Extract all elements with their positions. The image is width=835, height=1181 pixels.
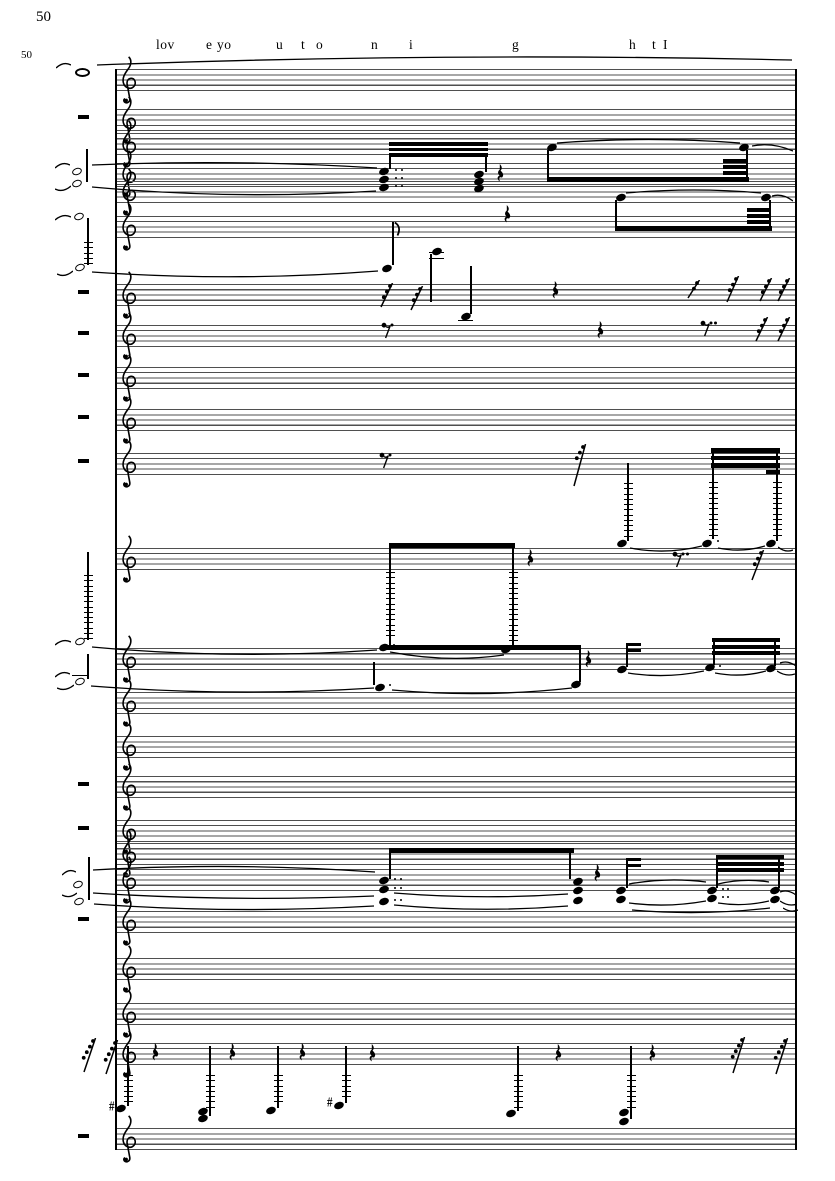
quarter-rest[interactable] xyxy=(552,281,561,300)
quarter-rest[interactable] xyxy=(229,1043,238,1062)
beam xyxy=(747,220,771,224)
tie xyxy=(752,139,793,154)
ledger-line xyxy=(206,1101,215,1102)
ledger-line xyxy=(509,619,518,620)
staff xyxy=(115,776,796,798)
ledger-line xyxy=(514,1096,523,1097)
ledger-line xyxy=(624,499,633,500)
ledger-line xyxy=(514,1091,523,1092)
ledger-line xyxy=(84,596,93,597)
tie xyxy=(55,210,71,223)
tie xyxy=(57,268,73,281)
quarter-rest[interactable] xyxy=(527,549,536,568)
beam xyxy=(711,463,780,468)
ledger-line xyxy=(709,482,718,483)
note-stem xyxy=(88,857,89,900)
beam xyxy=(615,226,772,231)
eighth-rest[interactable] xyxy=(381,322,403,339)
ledger-line xyxy=(386,614,395,615)
ledger-line xyxy=(514,1075,523,1076)
ledger-line xyxy=(624,536,633,537)
quarter-rest[interactable] xyxy=(497,164,506,183)
ledger-line xyxy=(773,487,782,488)
ledger-line xyxy=(624,494,633,495)
beam xyxy=(723,165,748,169)
sixteenth-rest[interactable] xyxy=(407,286,425,314)
ledger-line xyxy=(709,524,718,525)
treble-clef-icon[interactable] xyxy=(119,438,136,490)
note-stem xyxy=(615,200,616,228)
note-stem xyxy=(470,266,471,314)
sixteenth-rest[interactable] xyxy=(570,444,588,490)
note-head[interactable] xyxy=(616,538,628,548)
beam xyxy=(747,214,771,218)
ledger-line xyxy=(509,614,518,615)
ledger-line xyxy=(124,1101,133,1102)
note-head[interactable] xyxy=(333,1100,345,1110)
ledger-line xyxy=(509,572,518,573)
ledger-line xyxy=(624,525,633,526)
note-head[interactable] xyxy=(265,1105,277,1115)
ledger-line xyxy=(206,1096,215,1097)
tie xyxy=(394,902,568,916)
ledger-line xyxy=(509,625,518,626)
ledger-line xyxy=(342,1091,351,1092)
beam xyxy=(389,543,515,548)
ledger-line xyxy=(386,572,395,573)
note-stem xyxy=(626,858,627,888)
ledger-line xyxy=(627,1075,636,1076)
ledger-line xyxy=(84,617,93,618)
staff xyxy=(115,1043,796,1065)
beam xyxy=(711,448,780,453)
ledger-line xyxy=(627,1086,636,1087)
staff xyxy=(115,109,796,131)
ledger-line xyxy=(124,1086,133,1087)
tie xyxy=(783,905,798,916)
beam xyxy=(716,855,784,859)
eighth-rest[interactable] xyxy=(672,551,694,568)
note-head[interactable] xyxy=(381,263,393,273)
lyric-syllable[interactable]: u xyxy=(276,37,284,52)
sharp-accidental[interactable]: # xyxy=(327,1095,333,1111)
note-head[interactable] xyxy=(71,166,83,176)
lyric-syllable[interactable]: yo xyxy=(217,37,232,52)
lyric-syllable[interactable]: e xyxy=(206,37,213,52)
note-head[interactable] xyxy=(615,894,627,904)
lyric-syllable[interactable]: I xyxy=(663,37,668,52)
ledger-line xyxy=(84,580,93,581)
sixteenth-rest[interactable] xyxy=(752,317,770,345)
quarter-rest[interactable] xyxy=(152,1043,161,1062)
tie xyxy=(92,268,378,285)
note-stem xyxy=(485,156,486,172)
tie xyxy=(718,875,769,887)
staff xyxy=(115,367,796,389)
tie xyxy=(62,865,76,878)
sixteenth-rest[interactable] xyxy=(723,276,741,306)
ledger-line xyxy=(84,242,93,243)
beam xyxy=(389,142,488,146)
ledger-line xyxy=(709,514,718,515)
ledger-line xyxy=(624,520,633,521)
note-stem xyxy=(86,149,87,182)
note-head[interactable] xyxy=(505,1108,517,1118)
ledger-line xyxy=(386,588,395,589)
beam xyxy=(723,171,748,175)
quarter-rest[interactable] xyxy=(597,321,606,340)
ledger-line xyxy=(84,258,93,259)
tie xyxy=(777,668,795,680)
ledger-line xyxy=(773,524,782,525)
ledger-line xyxy=(624,488,633,489)
ledger-line xyxy=(627,1107,636,1108)
lyric-syllable[interactable]: lov xyxy=(156,37,175,52)
ledger-line xyxy=(386,619,395,620)
tie xyxy=(715,668,766,681)
note-head[interactable] xyxy=(701,538,713,548)
staff xyxy=(115,69,796,91)
ledger-line xyxy=(84,253,93,254)
whole-rest[interactable] xyxy=(78,115,89,120)
whole-rest[interactable] xyxy=(78,459,89,464)
ledger-line xyxy=(124,1075,133,1076)
beam xyxy=(712,638,780,642)
ledger-line xyxy=(773,508,782,509)
tie xyxy=(94,901,374,917)
note-head[interactable] xyxy=(706,893,718,903)
ledger-line xyxy=(342,1075,351,1076)
note-head[interactable] xyxy=(115,1103,127,1113)
ledger-line xyxy=(627,1091,636,1092)
lyric-syllable[interactable]: t xyxy=(652,37,657,52)
ledger-line xyxy=(274,1075,283,1076)
ledger-line xyxy=(709,529,718,530)
tie xyxy=(392,685,572,701)
ledger-line xyxy=(709,487,718,488)
note-stem xyxy=(389,852,390,879)
tie xyxy=(92,184,376,203)
ledger-line xyxy=(386,630,395,631)
ledger-line xyxy=(509,635,518,636)
beam xyxy=(389,153,488,157)
sharp-accidental[interactable]: # xyxy=(109,1099,115,1115)
ledger-line xyxy=(386,609,395,610)
ledger-line xyxy=(84,247,93,248)
note-stem xyxy=(569,852,570,879)
quarter-rest[interactable] xyxy=(299,1043,308,1062)
tie xyxy=(92,156,377,171)
ledger-line xyxy=(773,535,782,536)
beam xyxy=(547,177,749,182)
whole-rest[interactable] xyxy=(78,917,89,922)
ledger-line xyxy=(509,630,518,631)
ledger-line xyxy=(274,1086,283,1087)
ledger-line xyxy=(84,638,93,639)
note-stem xyxy=(626,643,627,667)
note-stem xyxy=(430,254,431,302)
ledger-line xyxy=(773,498,782,499)
tie xyxy=(55,183,71,196)
ledger-line xyxy=(509,598,518,599)
note-head[interactable] xyxy=(72,879,84,889)
note-head[interactable] xyxy=(618,1107,630,1117)
note-head[interactable] xyxy=(374,682,386,692)
ledger-line xyxy=(206,1091,215,1092)
ledger-line xyxy=(84,601,93,602)
ledger-line xyxy=(514,1086,523,1087)
beam xyxy=(711,456,780,461)
staff xyxy=(115,453,796,475)
staff xyxy=(115,1128,796,1150)
ledger-line xyxy=(84,586,93,587)
tie xyxy=(97,49,792,68)
sixteenth-rest[interactable] xyxy=(377,283,395,311)
tie xyxy=(91,683,374,700)
ledger-line xyxy=(342,1080,351,1081)
lyric-syllable[interactable]: o xyxy=(316,37,324,52)
treble-clef-icon[interactable] xyxy=(119,201,136,253)
barline-left xyxy=(115,69,117,1150)
beam xyxy=(747,208,771,212)
staff xyxy=(115,736,796,758)
note-stem xyxy=(547,150,548,179)
ledger-line xyxy=(72,675,89,676)
ledger-line xyxy=(84,612,93,613)
ledger-line xyxy=(514,1107,523,1108)
treble-clef-icon[interactable] xyxy=(119,533,136,585)
quarter-rest[interactable] xyxy=(555,1044,564,1063)
ledger-line xyxy=(274,1096,283,1097)
sixteenth-rest[interactable] xyxy=(80,1038,98,1076)
eighth-rest[interactable] xyxy=(700,320,722,337)
ledger-line xyxy=(624,530,633,531)
beam xyxy=(627,858,641,861)
sixteenth-rest[interactable] xyxy=(102,1040,120,1078)
ledger-line xyxy=(342,1096,351,1097)
eighth-rest[interactable] xyxy=(379,452,401,469)
beam xyxy=(627,864,641,867)
note-head[interactable] xyxy=(765,538,777,548)
ledger-line xyxy=(627,1080,636,1081)
ledger-line xyxy=(509,640,518,641)
note-head[interactable] xyxy=(71,178,83,188)
tie xyxy=(55,635,71,648)
ledger-line xyxy=(84,263,93,264)
ledger-line xyxy=(84,607,93,608)
ledger-line xyxy=(627,1101,636,1102)
ledger-line xyxy=(773,482,782,483)
whole-rest[interactable] xyxy=(78,373,89,378)
quarter-rest[interactable] xyxy=(504,205,513,224)
beam xyxy=(766,470,780,474)
ledger-line xyxy=(773,514,782,515)
note-head[interactable] xyxy=(572,895,584,905)
lyric-syllable[interactable]: t xyxy=(301,37,306,52)
ledger-line xyxy=(342,1086,351,1087)
sixteenth-rest[interactable] xyxy=(772,1038,790,1078)
ledger-line xyxy=(124,1080,133,1081)
tie xyxy=(56,58,71,71)
ledger-line xyxy=(709,519,718,520)
tie xyxy=(628,668,704,682)
sixteenth-rest[interactable] xyxy=(729,1037,747,1077)
ledger-line xyxy=(206,1080,215,1081)
eighth-flag xyxy=(394,222,402,237)
ledger-line xyxy=(709,498,718,499)
ledger-line xyxy=(709,493,718,494)
note-head[interactable] xyxy=(431,246,443,256)
ledger-line xyxy=(624,515,633,516)
ledger-line xyxy=(206,1075,215,1076)
tie xyxy=(778,544,793,556)
sixteenth-rest[interactable] xyxy=(748,550,766,584)
quarter-rest[interactable] xyxy=(649,1044,658,1063)
ledger-line xyxy=(274,1091,283,1092)
ledger-line xyxy=(509,593,518,594)
ledger-line xyxy=(514,1101,523,1102)
ledger-line xyxy=(773,493,782,494)
whole-rest[interactable] xyxy=(78,826,89,831)
ledger-line xyxy=(509,604,518,605)
note-head[interactable] xyxy=(618,1116,630,1126)
tie xyxy=(93,859,375,875)
staff xyxy=(115,820,796,842)
staff xyxy=(115,958,796,980)
barline-right xyxy=(795,69,797,1150)
tie xyxy=(57,682,74,695)
ledger-line xyxy=(624,504,633,505)
tie xyxy=(557,133,740,146)
ledger-line xyxy=(84,622,93,623)
tie xyxy=(626,184,761,196)
ledger-line xyxy=(274,1101,283,1102)
ledger-line xyxy=(509,588,518,589)
ledger-line xyxy=(84,575,93,576)
lyric-syllable[interactable]: n xyxy=(371,37,379,52)
beam xyxy=(716,868,784,872)
ledger-line xyxy=(84,591,93,592)
ledger-line xyxy=(509,577,518,578)
note-head[interactable] xyxy=(378,896,390,906)
ledger-line xyxy=(386,625,395,626)
quarter-rest[interactable] xyxy=(585,650,594,669)
tie xyxy=(772,190,793,204)
tie xyxy=(629,874,706,887)
beam xyxy=(627,649,641,652)
ledger-line xyxy=(773,503,782,504)
ledger-line xyxy=(386,593,395,594)
ledger-line xyxy=(274,1080,283,1081)
whole-rest[interactable] xyxy=(78,1134,89,1139)
ledger-line xyxy=(773,529,782,530)
tie xyxy=(92,644,377,663)
tie xyxy=(55,158,70,171)
quarter-rest[interactable] xyxy=(369,1044,378,1063)
whole-note-head[interactable] xyxy=(75,68,90,77)
ledger-line xyxy=(709,535,718,536)
ledger-line xyxy=(84,633,93,634)
whole-rest[interactable] xyxy=(78,415,89,420)
measure-number-top[interactable]: 50 xyxy=(36,9,51,25)
whole-rest[interactable] xyxy=(78,290,89,295)
whole-rest[interactable] xyxy=(78,782,89,787)
beam xyxy=(716,862,784,866)
ledger-line xyxy=(514,1080,523,1081)
treble-clef-icon[interactable] xyxy=(119,1113,136,1165)
lyric-syllable[interactable]: h xyxy=(629,37,637,52)
beam xyxy=(627,643,641,646)
beam xyxy=(389,848,574,853)
whole-rest[interactable] xyxy=(78,331,89,336)
ledger-line xyxy=(206,1086,215,1087)
ledger-line xyxy=(458,320,473,321)
augmentation-dot xyxy=(717,540,720,543)
ledger-line xyxy=(624,483,633,484)
measure-number-inline[interactable]: 50 xyxy=(21,49,32,61)
sixteenth-rest[interactable] xyxy=(774,317,792,345)
augmentation-dot xyxy=(389,684,392,687)
ledger-line xyxy=(386,577,395,578)
ledger-line xyxy=(627,1096,636,1097)
beam xyxy=(389,148,488,152)
ledger-line xyxy=(124,1096,133,1097)
ledger-line xyxy=(386,604,395,605)
ledger-line xyxy=(206,1107,215,1108)
staff xyxy=(115,1003,796,1025)
beam xyxy=(712,645,780,649)
ledger-line xyxy=(124,1091,133,1092)
ledger-line xyxy=(386,583,395,584)
note-head[interactable] xyxy=(74,676,86,686)
ledger-line xyxy=(509,583,518,584)
lyric-syllable[interactable]: i xyxy=(409,37,414,52)
beam xyxy=(723,159,748,163)
quarter-rest[interactable] xyxy=(594,864,603,883)
beam xyxy=(712,651,780,655)
note-head[interactable] xyxy=(73,211,85,221)
ledger-line xyxy=(709,503,718,504)
ledger-line xyxy=(773,519,782,520)
tie xyxy=(780,657,796,669)
ledger-line xyxy=(709,508,718,509)
sixteenth-rest[interactable] xyxy=(684,280,702,302)
ledger-line xyxy=(386,598,395,599)
staff xyxy=(115,325,796,347)
ledger-line xyxy=(386,635,395,636)
note-stem xyxy=(630,1046,631,1119)
staff xyxy=(115,409,796,431)
sixteenth-rest[interactable] xyxy=(774,278,792,305)
tie xyxy=(390,649,504,666)
tie xyxy=(55,667,70,680)
tie xyxy=(632,905,770,919)
ledger-line xyxy=(84,628,93,629)
ledger-line xyxy=(509,609,518,610)
note-stem xyxy=(389,156,390,169)
sixteenth-rest[interactable] xyxy=(756,278,774,305)
tie xyxy=(780,886,796,898)
ledger-line xyxy=(624,509,633,510)
lyric-syllable[interactable]: g xyxy=(512,37,520,52)
note-stem xyxy=(277,1046,278,1108)
note-stem xyxy=(579,649,580,682)
note-stem xyxy=(373,662,374,685)
